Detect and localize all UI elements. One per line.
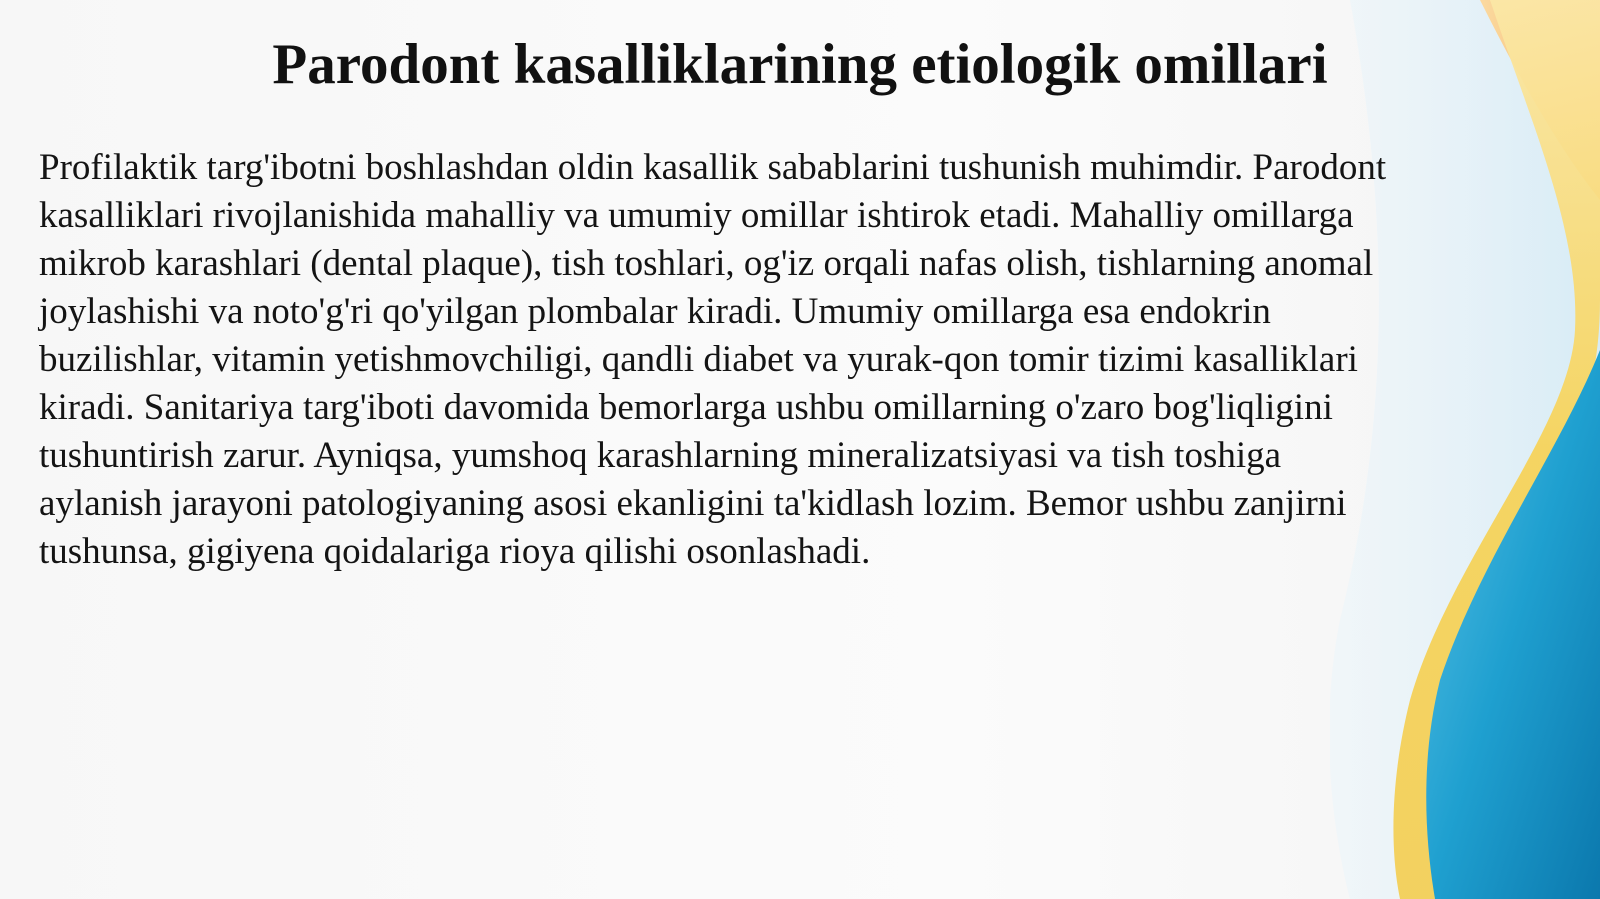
- slide-title: Parodont kasalliklarining etiologik omillari: [272, 33, 1328, 96]
- slide-body-text: Profilaktik targ'ibotni boshlashdan oldin kasallik sabablarini tushunish muhimdir. Parodont kasalliklari rivojlanishida mahalliy va umumiy omillar ishtirok etadi. Mahalliy omillarga mikrob karashlari (dental plaque), tish toshlari, og'iz orqali nafas olish, tishlarning anomal joylashishi va noto'g'ri qo'yilgan plombalar kiradi. Umumiy omillarga esa endokrin buzilishlar, vitamin yetishmovchiligi, qandli diabet va yurak-qon tomir tizimi kasalliklari kiradi. Sanitariya targ'iboti davomida bemorlarga ushbu omillarning o'zaro bog'liqligini tushuntirish zarur. Ayniqsa, yumshoq karashlarning mineralizatsiyasi va tish toshiga aylanish jarayoni patologiyaning asosi ekanligini ta'kidlash lozim. Bemor ushbu zanjirni tushunsa, gigiyena qoidalariga rioya qilishi osonlashadi.: [39, 147, 1387, 572]
